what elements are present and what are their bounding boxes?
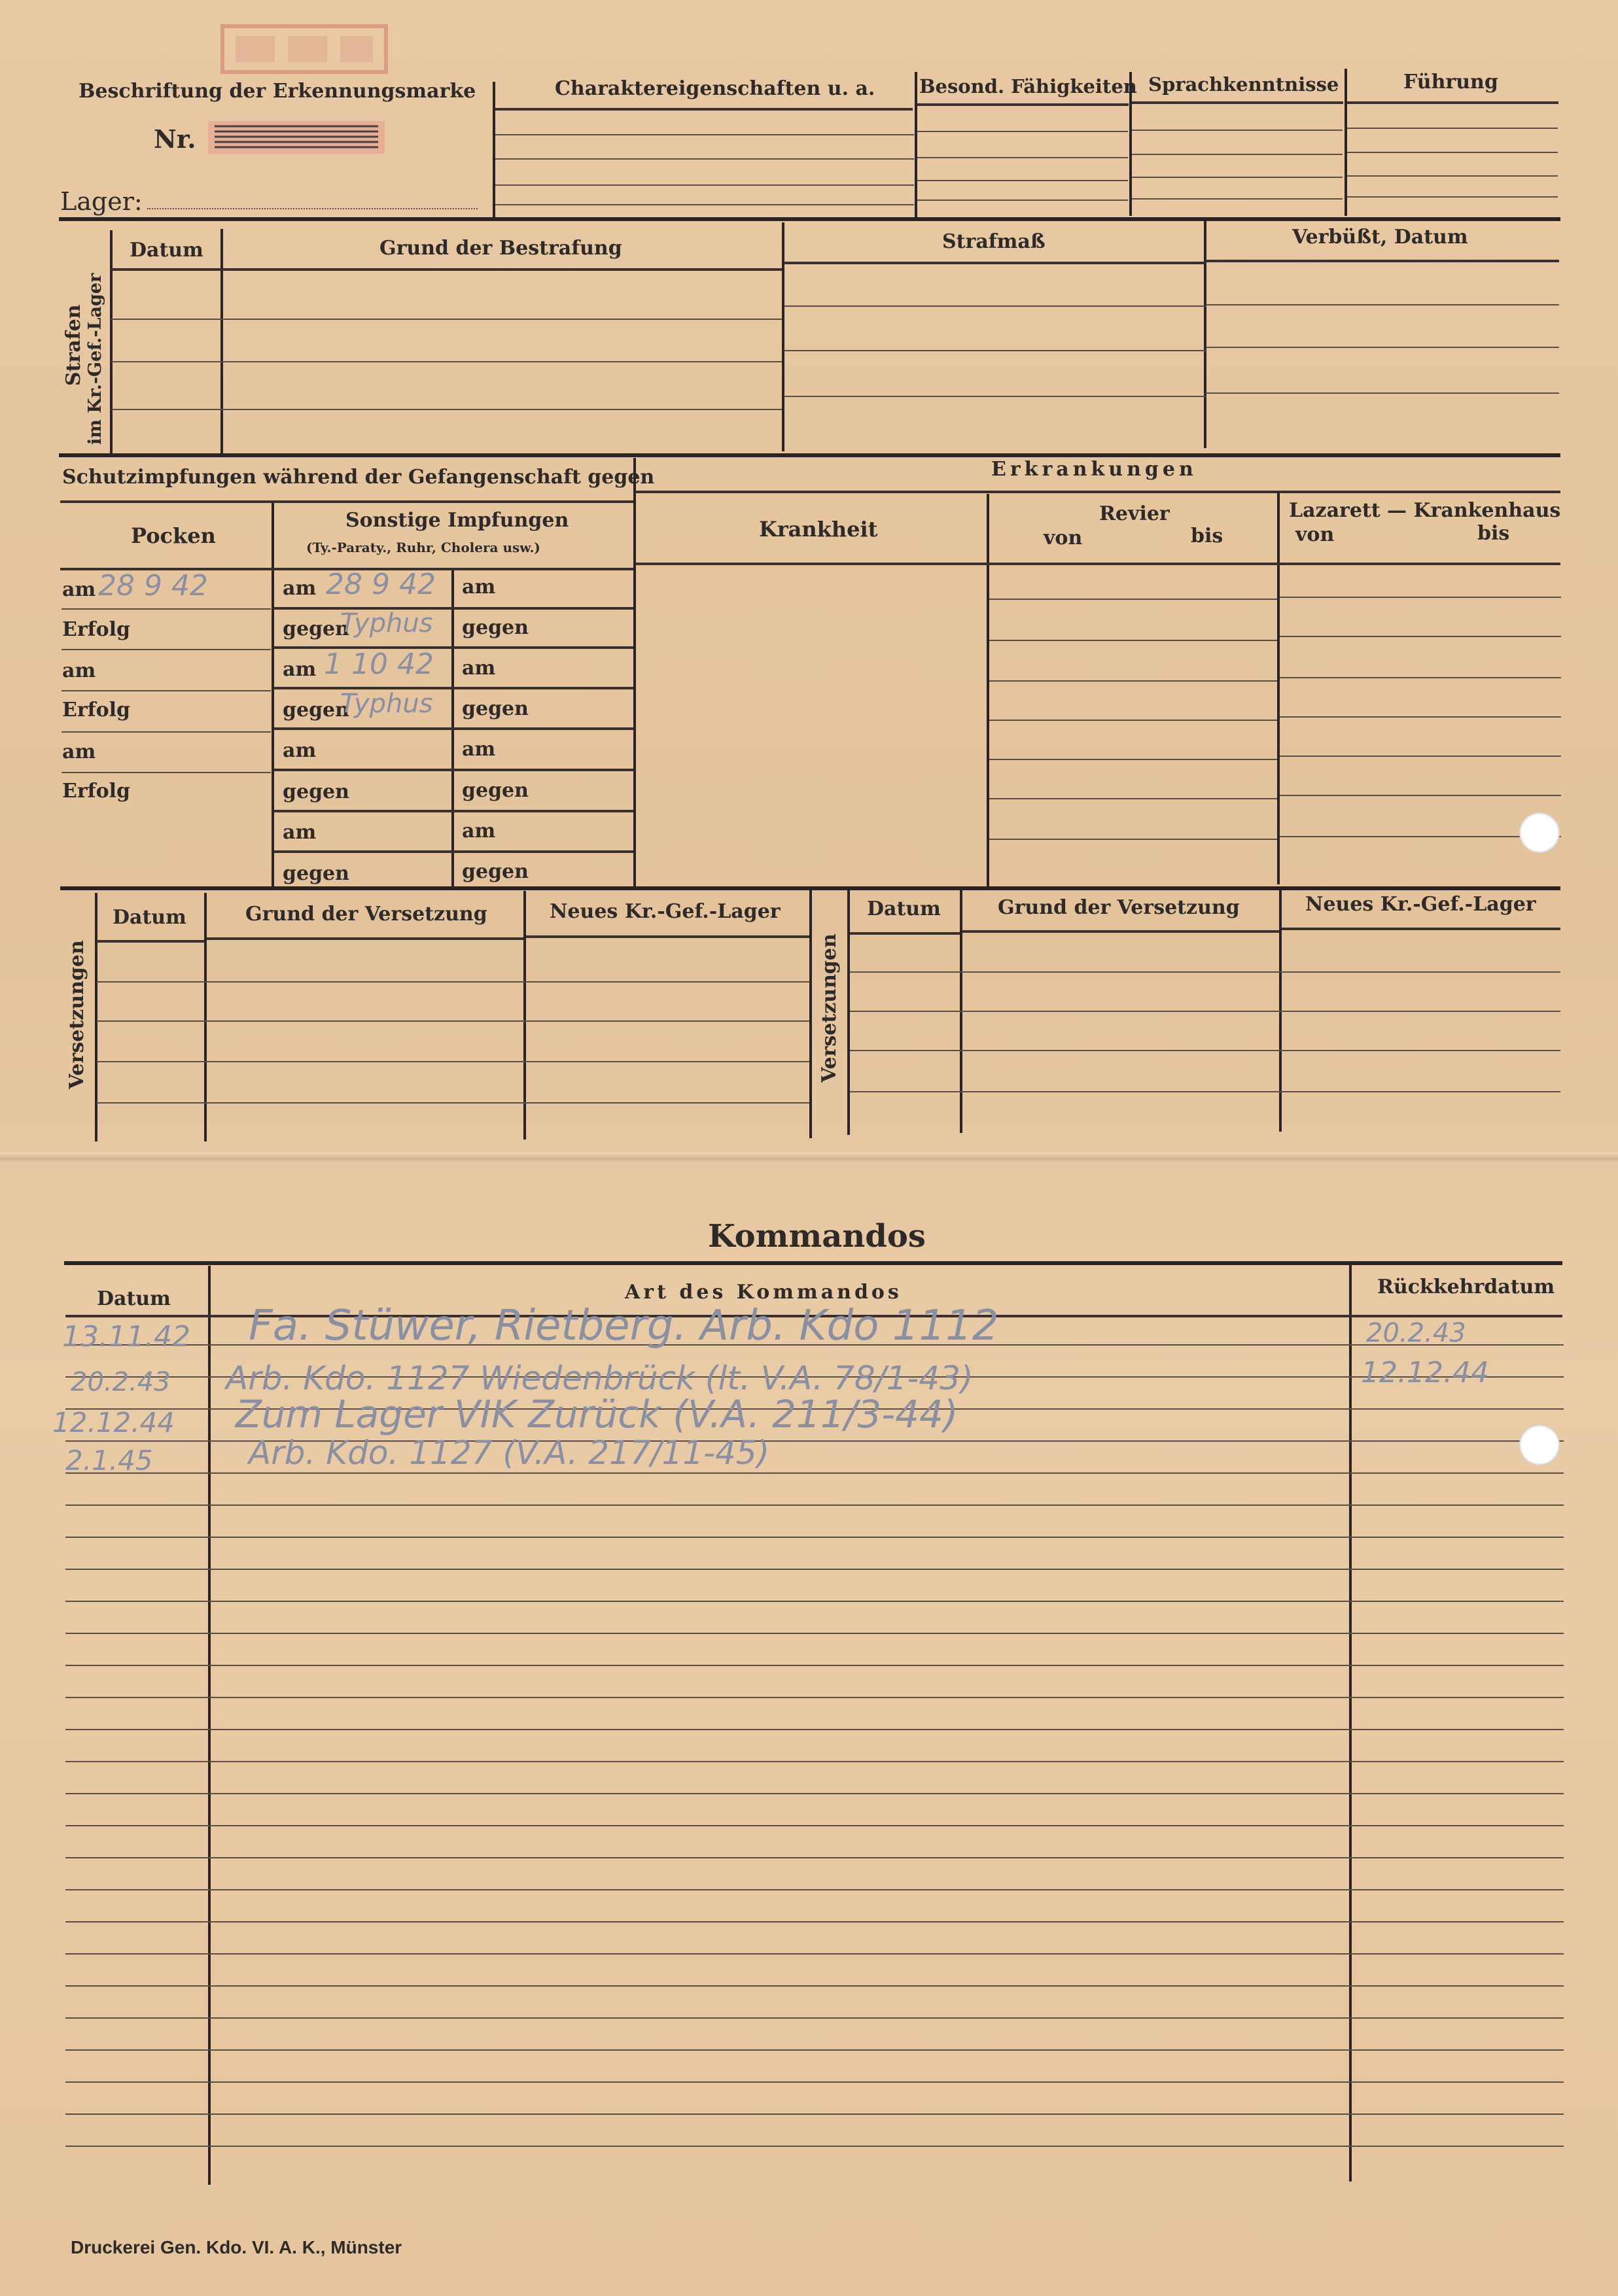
kommando-3-art: Zum Lager VIK Zurück (V.A. 211/3-44) — [236, 1392, 958, 1436]
hand-pocken-am: 28 9 42 — [98, 569, 208, 602]
sonst-left-1: am — [283, 577, 317, 600]
kommandos-col-rueckkehr: Rückkehrdatum — [1377, 1276, 1555, 1298]
strafen-side-label: Strafen — [62, 304, 85, 386]
vers-left-col-datum: Datum — [113, 906, 186, 929]
pocken-row-am-2: am — [62, 659, 96, 682]
pocken-row-erfolg-2: Erfolg — [62, 699, 130, 722]
faded-red-stamp — [216, 20, 393, 78]
erkr-lazarett-bis: bis — [1477, 522, 1510, 545]
kommando-4-datum: 2.1.45 — [65, 1444, 153, 1476]
sonst-left-2: gegen — [283, 617, 349, 640]
versetzungen-side-label-left: Versetzungen — [65, 940, 88, 1089]
strafen-col-grund: Grund der Bestrafung — [379, 237, 622, 260]
kommando-2-datum: 20.2.43 — [71, 1367, 171, 1397]
strafen-col-datum: Datum — [130, 239, 203, 262]
erkr-col-lazarett: Lazarett — Krankenhaus — [1289, 499, 1561, 522]
erkr-revier-bis: bis — [1191, 525, 1223, 548]
hand-sonst-am-1: 28 9 42 — [326, 568, 436, 601]
strafen-col-strafmass: Strafmaß — [942, 230, 1046, 253]
vers-right-col-datum: Datum — [867, 897, 941, 920]
impf-col-pocken: Pocken — [131, 523, 216, 548]
vers-left-col-grund: Grund der Versetzung — [245, 903, 487, 926]
pocken-row-am-1: am — [62, 578, 96, 601]
sonst-right-7: am — [462, 820, 496, 843]
vers-left-col-neues: Neues Kr.-Gef.-Lager — [550, 900, 781, 923]
paper-fold-crease — [0, 1153, 1618, 1164]
kommando-1-datum: 13.11.42 — [62, 1320, 190, 1353]
lager-dotted-line — [147, 208, 478, 209]
vers-right-col-neues: Neues Kr.-Gef.-Lager — [1305, 893, 1536, 916]
kommandos-col-art: Art des Kommandos — [625, 1281, 902, 1304]
fuehrung-label: Führung — [1403, 71, 1498, 94]
sonst-left-8: gegen — [283, 862, 349, 885]
impfungen-title: Schutzimpfungen während der Gefangenschaft gegen — [62, 466, 655, 489]
hand-sonst-gegen-1: Typhus — [340, 608, 433, 638]
kommando-4-art: Arb. Kdo. 1127 (V.A. 217/11-45) — [249, 1434, 770, 1472]
punch-hole-bottom — [1519, 1425, 1560, 1465]
faehigkeiten-label: Besond. Fähigkeiten — [919, 75, 1137, 97]
charakter-label: Charaktereigenschaften u. a. — [555, 77, 875, 100]
punch-hole-top — [1519, 812, 1560, 853]
sonst-left-3: am — [283, 658, 317, 681]
vers-right-col-grund: Grund der Versetzung — [998, 896, 1240, 919]
erkr-col-revier: Revier — [1099, 502, 1170, 525]
pocken-row-erfolg-3: Erfolg — [62, 780, 130, 803]
sonst-right-5: am — [462, 738, 496, 761]
hand-sonst-gegen-2: Typhus — [340, 689, 433, 719]
erkr-lazarett-von: von — [1295, 523, 1335, 546]
sonst-right-8: gegen — [462, 860, 529, 883]
pocken-row-erfolg-1: Erfolg — [62, 618, 130, 641]
printer-imprint: Druckerei Gen. Kdo. VI. A. K., Münster — [71, 2237, 402, 2257]
kommando-1-art: Fa. Stüwer, Rietberg. Arb. Kdo 1112 — [249, 1302, 999, 1350]
sonst-left-4: gegen — [283, 699, 349, 722]
hand-sonst-am-2: 1 10 42 — [324, 648, 434, 681]
erkr-revier-von: von — [1044, 527, 1083, 549]
nr-label: Nr. — [154, 124, 196, 154]
sonst-left-5: am — [283, 739, 317, 762]
kommando-2-art: Arb. Kdo. 1127 Wiedenbrück (lt. V.A. 78/1-43) — [226, 1359, 974, 1397]
pocken-row-am-3: am — [62, 740, 96, 763]
versetzungen-side-label-right: Versetzungen — [818, 933, 841, 1083]
erkr-col-krankheit: Krankheit — [759, 517, 878, 542]
impf-col-sonstige: Sonstige Impfungen — [345, 509, 569, 532]
sonst-right-1: am — [462, 576, 496, 599]
sonst-right-6: gegen — [462, 779, 529, 802]
sprachkenntnisse-label: Sprachkenntnisse — [1148, 73, 1339, 96]
kommandos-title: Kommandos — [708, 1218, 926, 1255]
kommando-3-datum: 12.12.44 — [52, 1406, 175, 1438]
lager-label: Lager: — [60, 187, 143, 216]
erkennungsmarke-label: Beschriftung der Erkennungsmarke — [79, 80, 476, 103]
sonst-right-2: gegen — [462, 616, 529, 639]
kommando-2-rueckkehr: 12.12.44 — [1361, 1356, 1489, 1389]
sonst-left-6: gegen — [283, 780, 349, 803]
sonst-right-4: gegen — [462, 697, 529, 720]
impf-col-sonstige-sub: (Ty.-Paraty., Ruhr, Cholera usw.) — [306, 540, 540, 555]
erkrankungen-title: Erkrankungen — [991, 458, 1197, 481]
nr-redacted-box — [208, 121, 385, 154]
strafen-col-verbuesst: Verbüßt, Datum — [1292, 226, 1468, 249]
strafen-side-sublabel: im Kr.-Gef.-Lager — [85, 273, 105, 445]
sonst-left-7: am — [283, 821, 317, 844]
kommando-1-rueckkehr: 20.2.43 — [1366, 1318, 1466, 1348]
sonst-right-3: am — [462, 657, 496, 680]
kommandos-col-datum: Datum — [97, 1287, 171, 1310]
